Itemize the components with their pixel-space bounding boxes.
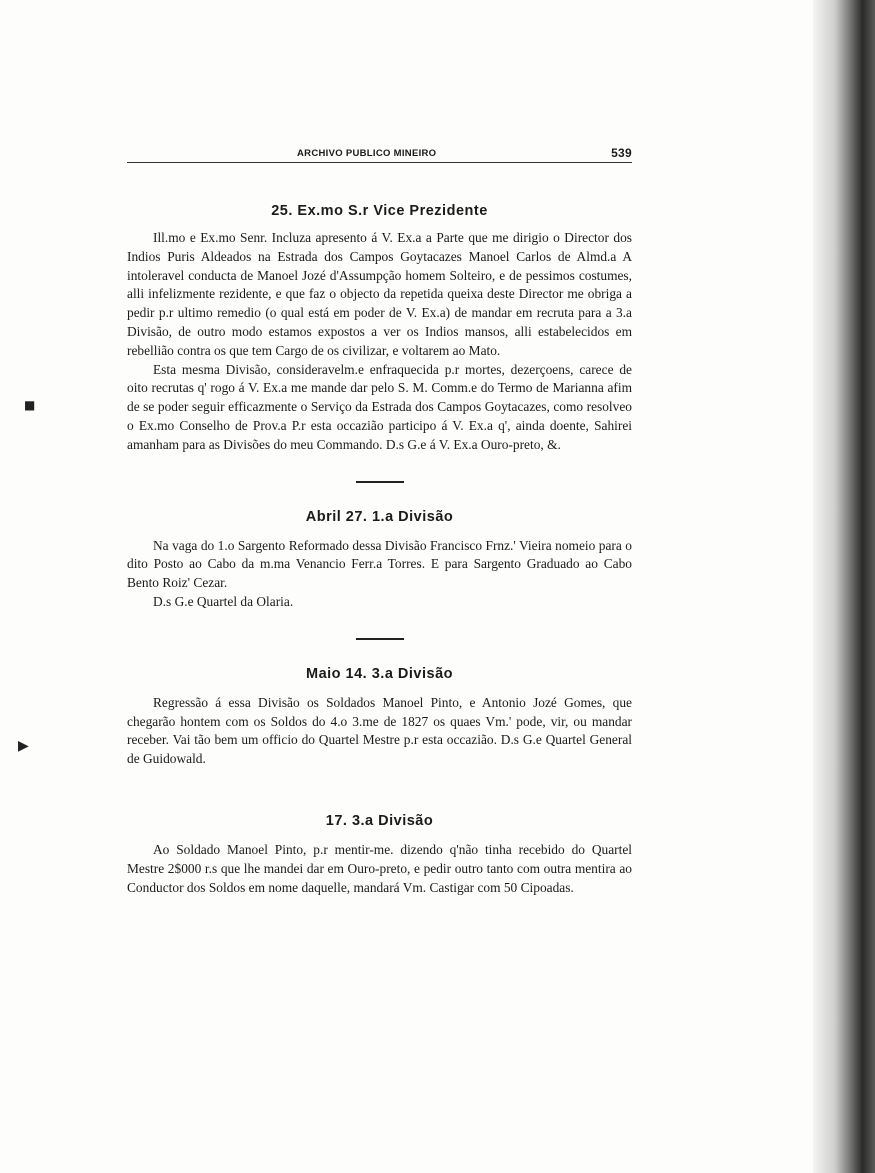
book-binding-shadow — [813, 0, 875, 1173]
entry-paragraph: Regressão á essa Divisão os Soldados Manoel Pinto, e Antonio Jozé Gomes, que chegarão hontem com os Soldos do 4.o 3.me de 1827 os quaes Vm.' pode, vir, ou mandar receber. Vai tão bem um officio do Quartel Mestre p.r esta occazião. D.s G.e Quartel General de Guidowald. — [127, 694, 632, 767]
entry-heading: Maio 14. 3.a Divisão — [305, 665, 453, 682]
entry-heading: 17. 3.a Divisão — [325, 812, 434, 829]
page-number: 539 — [611, 146, 632, 160]
entry-paragraph: Esta mesma Divisão, consideravelm.e enfraquecida p.r mortes, dezerçoens, carece de oito recrutas q' rogo á V. Ex.a me mande dar pelo S. M. Comm.e do Termo de Marianna afim de se poder seguir efficazmente o Serviço da Estrada dos Campos Goytacazes, como resolveo o Ex.mo Conselho de Prov.a P.r esta occazião participo á V. Ex.a q', ainda doente, Sahirei amanham para as Divisões do meu Commando. D.s G.e á V. Ex.a Ouro-preto, &. — [127, 361, 632, 452]
margin-mark: ■ — [24, 398, 36, 412]
page-header — [127, 146, 632, 163]
document-page — [127, 146, 632, 897]
entry-paragraph: Ao Soldado Manoel Pinto, p.r mentir-me. dizendo q'não tinha recebido do Quartel Mestre 2$000 r.s que lhe mandei dar em Ouro-preto, e pedir outro tanto com outra mentira ao Conductor dos Soldos em nome daquelle, mandará Vm. Castigar com 50 Cipoadas. — [127, 841, 632, 895]
entry-paragraph: Ill.mo e Ex.mo Senr. Incluza apresento á V. Ex.a a Parte que me dirigio o Director dos Indios Puris Aldeados na Estrada dos Campos Goytacazes Manoel Carlos de Almd.a A intoleravel conducta de Manoel Jozé d'Assumpção homem Solteiro, e de pessimos costumes, alli infelizmente rezidente, e que faz o objecto da repetida queixa deste Director me obriga a pedir p.r ultimo remedio (o qual está em poder de V. Ex.a) de mandar em recruta para a 3.a Divisão, de outro modo estamos expostos a ver os Indios mansos, alli estabelecidos em rebellião contra os que tem Cargo de os civilizar, e voltarem ao Mato. — [127, 230, 632, 358]
entry-paragraph: Na vaga do 1.o Sargento Reformado dessa Divisão Francisco Frnz.' Vieira nomeio para o dito Posto ao Cabo da m.ma Venancio Ferr.a Torres. E para Sargento Graduado ao Cabo Bento Roiz' Cezar. — [127, 537, 632, 591]
running-title: ARCHIVO PUBLICO MINEIRO — [297, 148, 437, 159]
margin-arrow-mark: ▶ — [18, 738, 29, 754]
entry-heading: Abril 27. 1.a Divisão — [305, 508, 454, 525]
entry-heading: 25. Ex.mo S.r Vice Prezidente — [271, 203, 488, 219]
entry-paragraph: D.s G.e Quartel da Olaria. — [153, 593, 294, 609]
